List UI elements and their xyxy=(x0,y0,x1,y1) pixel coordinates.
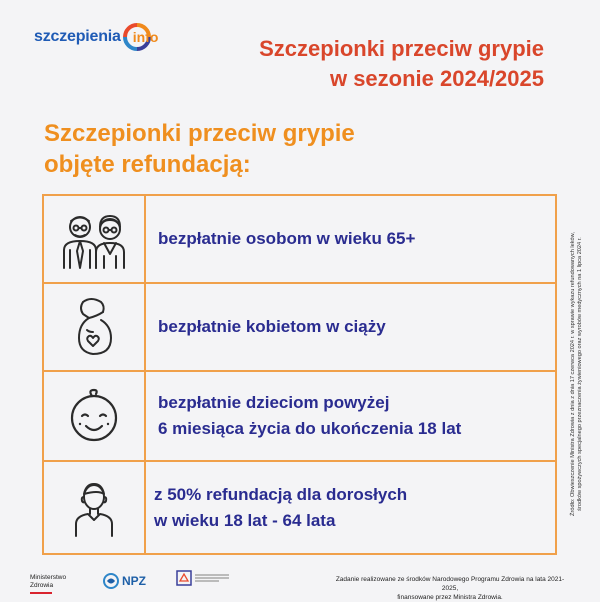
npz-emblem-icon xyxy=(102,572,120,590)
baby-face-icon xyxy=(44,372,146,460)
row-text-line1: bezpłatnie dzieciom powyżej xyxy=(158,393,390,412)
refund-table xyxy=(42,194,557,555)
source-note xyxy=(562,188,592,560)
funding-line2: finansowane przez Ministra Zdrowia. xyxy=(397,594,503,601)
logo-ring-icon xyxy=(122,22,159,52)
source-note-line2: środków spożywczych specjalnego przeznaczenia żywieniowego oraz wyrobów medycznych na 1 lipca 2024 r. xyxy=(577,237,583,511)
ministry-logo xyxy=(30,574,66,594)
page-title xyxy=(259,34,544,94)
table-row xyxy=(44,460,555,553)
funding-note xyxy=(330,575,570,602)
section-heading-line1: Szczepionki przeciw grypie xyxy=(44,120,355,147)
npz-logo xyxy=(102,572,146,590)
section-heading-line2: objęte refundacją: xyxy=(44,151,251,178)
footer xyxy=(0,568,600,600)
section-heading xyxy=(44,118,355,180)
institute-text xyxy=(195,573,229,583)
row-text-line1: bezpłatnie kobietom w ciąży xyxy=(158,317,386,336)
table-row xyxy=(44,370,555,460)
table-row xyxy=(44,282,555,370)
adult-person-icon xyxy=(44,462,146,553)
row-text xyxy=(154,462,545,553)
ministry-flag-bar xyxy=(30,592,52,594)
row-text xyxy=(158,284,545,370)
row-text-line1: z 50% refundacją dla dorosłych xyxy=(154,484,408,504)
szczepienia-info-logo xyxy=(34,20,159,54)
row-text-line1: bezpłatnie osobom w wieku 65+ xyxy=(158,229,416,248)
institute-emblem-icon xyxy=(176,570,192,586)
funding-line1: Zadanie realizowane ze środków Narodowego Programu Zdrowia na lata 2021-2025, xyxy=(335,576,565,592)
logo-word: szczepienia xyxy=(34,28,121,45)
row-text-line2: w wieku 18 lat - 64 lata xyxy=(154,510,336,530)
npz-label: NPZ xyxy=(122,574,146,588)
logo-suffix: info xyxy=(132,29,159,45)
institute-logo xyxy=(176,570,229,586)
elderly-couple-icon xyxy=(44,196,146,282)
source-note-line1: Źródło: Obwieszczenie Ministra Zdrowia z dnia z dnia 17 czerwca 2024 r. w sprawie wykazu refundowanych leków, xyxy=(570,232,576,516)
table-row xyxy=(44,196,555,282)
row-text xyxy=(158,372,545,460)
page-title-line2: w sezonie 2024/2025 xyxy=(329,66,544,91)
pregnant-woman-icon xyxy=(44,284,146,370)
ministry-line2: Zdrowia xyxy=(30,582,54,589)
ministry-line1: Ministerstwo xyxy=(30,574,67,581)
row-text-line2: 6 miesiąca życia do ukończenia 18 lat xyxy=(158,419,462,438)
page-title-line1: Szczepionki przeciw grypie xyxy=(259,36,544,61)
row-text xyxy=(158,196,545,282)
